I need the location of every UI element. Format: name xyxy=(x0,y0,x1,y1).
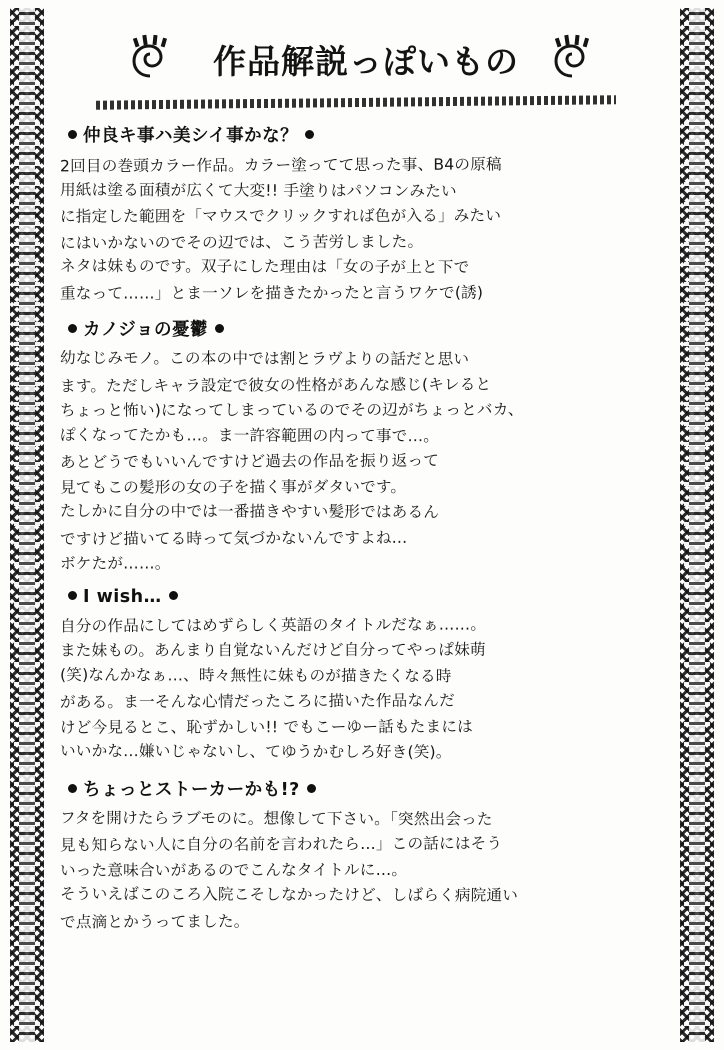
bullet-dot-icon xyxy=(305,130,314,139)
bullet-dot-icon xyxy=(68,591,77,600)
bullet-dot-icon xyxy=(307,784,316,793)
section-3-paragraph: 自分の作品にしてはめずらしく英語のタイトルだなぁ……。 また妹もの。あんまり自覚ないんだけど自分ってやっぱ妹萌 (笑)なんかなぁ…、時々無性に妹ものが描きたくなる時 がある。ま一そんな心情だったころに描いた作品なんだ けど今見るとこ、恥ずかしい!! でもこーゆー話もたまには いいかな…嫌いじゃないし、てゆうかむしろ好き(笑)。 xyxy=(60,614,487,762)
bullet-dot-icon xyxy=(68,784,77,793)
section-4-heading: ちょっとストーカーかも!? xyxy=(68,776,668,801)
page-title: 作品解説っぽいもの xyxy=(213,42,519,81)
bullet-dot-icon xyxy=(68,130,77,139)
section-2-heading: カノジョの憂鬱 xyxy=(68,316,668,341)
spiral-ornament-left-icon xyxy=(122,32,178,88)
section-1-heading: 仲良キ事ハ美シイ事かな？ xyxy=(68,122,668,147)
section-3-heading: I wish… xyxy=(68,587,668,607)
bullet-dot-icon xyxy=(169,591,178,600)
bullet-dot-icon xyxy=(68,324,77,333)
section-1-paragraph: 2回目の巻頭カラー作品。カラー塗ってて思った事、B4の原稿 用紙は塗る面積が広くて大変!! 手塗りはパソコンみたい に指定した範囲を「マウスでクリックすれば色が入る」みたい にはいかないのでその辺では、こう苦労しました。 ネタは妹ものです。双子にした理由は「女の子が上と下で 重なって……」とま一ソレを描きたかったと言うワケで(誘) xyxy=(60,155,502,303)
page-header xyxy=(56,14,666,110)
decorative-border-right xyxy=(680,8,714,1042)
section-4 xyxy=(60,776,668,935)
title-underline xyxy=(96,95,616,109)
section-2 xyxy=(60,316,668,577)
section-1 xyxy=(60,122,668,306)
bullet-dot-icon xyxy=(215,324,224,333)
section-4-paragraph: フタを開けたらラブモのに。想像して下さい。「突然出会った 見も知らない人に自分の名前を言われたら…」この話にはそう いった意味合いがあるのでこんなタイトルに…。 そういえばこのころ入院こそしなかったけど、しばらく病院通い で点滴とかうってました。 xyxy=(60,808,519,931)
decorative-border-left xyxy=(10,8,44,1042)
section-2-paragraph: 幼なじみモノ。この本の中では割とラヴよりの話だと思い ます。ただしキャラ設定で彼女の性格があんな感じ(キレると ちょっと怖い)になってしまっているのでその辺がちょっとバカ、 ぽくなってたかも…。ま一許容範囲の内って事で…。 あとどうでもいいんですけど過去の作品を振り返って 見てもこの髪形の女の子を描く事がダタいです。 たしかに自分の中では一番描きやすい髪形ではあるん ですけど描いてる時って気づかないんですよね… ボケたが……。 xyxy=(60,348,524,573)
spiral-ornament-right-icon xyxy=(544,32,600,88)
section-3 xyxy=(60,587,668,766)
document-body xyxy=(60,122,668,1040)
